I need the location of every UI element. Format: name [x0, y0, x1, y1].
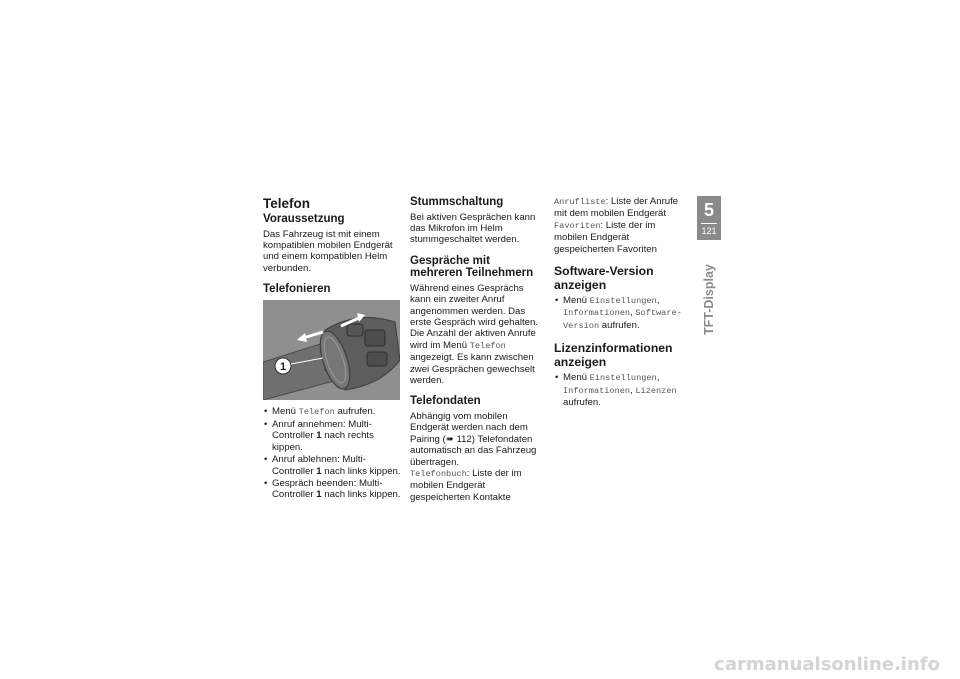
multi-call-text: Während eines Gesprächs kann ein zweiter Anruf angenommen werden. Das erste Gespräch wird gehalten. Die Anzahl der aktiven Anrufe wird im Menü Telefon angezeigt. Es kann zwischen zwei Gesprächen gewechselt werden. [410, 282, 538, 386]
mute-text: Bei aktiven Gesprächen kann das Mikrofon im Helm stummgeschaltet werden. [410, 211, 536, 246]
requirement-text: Das Fahrzeug ist mit einem kompatiblen mobilen Endgerät und einem kompatiblen Helm verbunden. [263, 228, 393, 274]
menu-name: Telefonbuch [410, 468, 467, 479]
page-number: 121 [701, 226, 717, 236]
list-item: • Menü Einstellungen, Informationen, Software-Version aufrufen. [554, 295, 690, 332]
list-item: • Gespräch beenden: Multi-Controller 1 nach links kippen. [263, 478, 401, 501]
list-item: • Anruf ablehnen: Multi-Controller 1 nach links kippen. [263, 454, 401, 477]
handlebar-drawing [263, 300, 400, 400]
column-right [554, 196, 690, 409]
heading-software-version: Software-Version anzeigen [554, 264, 654, 293]
heading-mehrere-teilnehmer: Gespräche mit mehreren Teilnehmern [410, 254, 534, 280]
column-middle [410, 196, 545, 512]
section-title-telefon: Telefon [263, 196, 310, 211]
chapter-side-title: TFT-Display [702, 264, 716, 335]
license-steps [554, 372, 690, 408]
phone-data-text: Abhängig vom mobilen Endgerät werden nach dem Pairing (➠ 112) Telefondaten automatisch an das Fahrzeug übertragen. [410, 410, 537, 468]
chapter-tab [697, 196, 721, 240]
heading-voraussetzung: Voraussetzung [263, 213, 345, 225]
reference-number: 1 [316, 465, 322, 477]
menu-name: Anrufliste [554, 197, 606, 207]
software-version-steps [554, 295, 690, 332]
telefonieren-steps [263, 406, 401, 501]
phonebook-text: Telefonbuch: Liste der im mobilen Endgerät gespeicherten Kontakte [410, 467, 522, 503]
menu-name: Favoriten [554, 220, 601, 231]
column-left [263, 196, 401, 502]
menu-name: Telefon [469, 340, 506, 351]
list-item: • Menü Telefon aufrufen. [263, 406, 401, 418]
heading-stummschaltung: Stummschaltung [410, 196, 504, 208]
heading-telefondaten: Telefondaten [410, 395, 481, 408]
favorites-text: Favoriten: Liste der im mobilen Endgerät gespeicherten Favoriten [554, 219, 657, 255]
menu-name: Telefon [298, 406, 335, 417]
heading-telefonieren: Telefonieren [263, 283, 331, 296]
divider [701, 223, 717, 224]
handlebar-controller-illustration [263, 300, 400, 400]
heading-lizenzinformationen: Lizenzinformationen anzeigen [554, 341, 673, 370]
callout-number: 1 [279, 360, 287, 373]
reference-number: 1 [316, 489, 322, 501]
reference-number: 1 [316, 430, 322, 442]
watermark: carmanualsonline.info [714, 654, 940, 675]
page-ref-arrow-icon: ➠ [445, 433, 454, 445]
list-item: • Menü Einstellungen, Informationen, Lizenzen aufrufen. [554, 372, 690, 408]
list-item: • Anruf annehmen: Multi-Controller 1 nach rechts kippen. [263, 419, 401, 453]
call-list-text: Anrufliste: Liste der Anrufe mit dem mobilen Endgerät [554, 196, 679, 220]
chapter-number: 5 [703, 200, 714, 220]
